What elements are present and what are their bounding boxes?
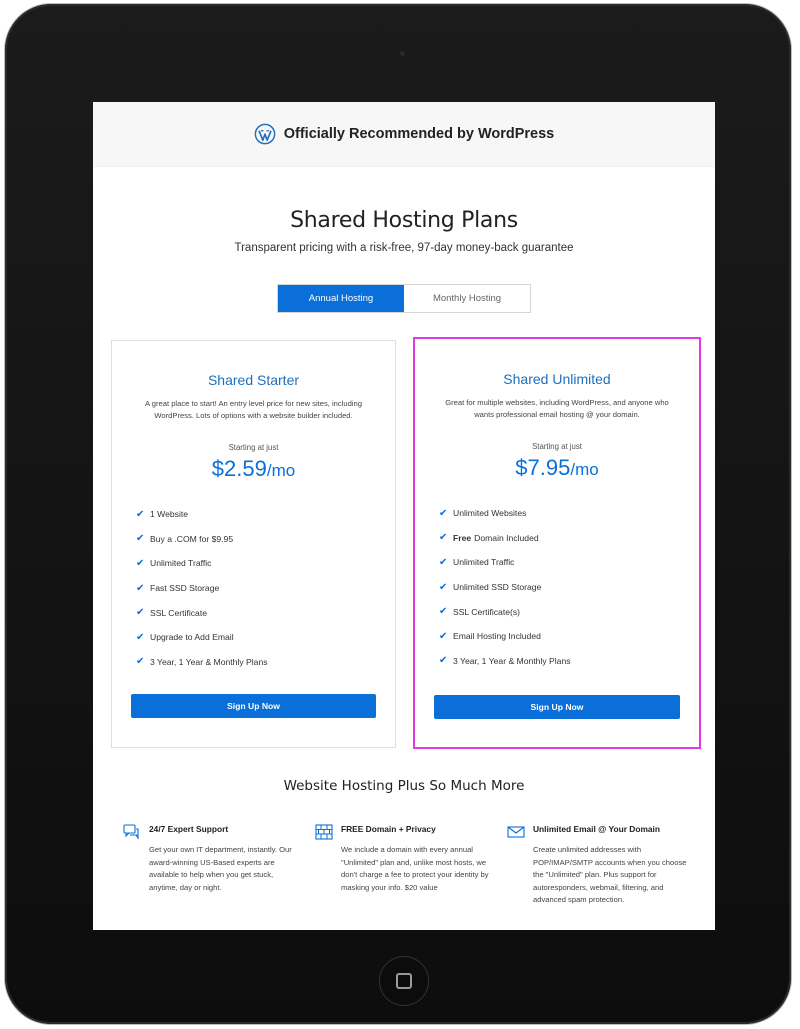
feature-item xyxy=(136,551,395,576)
check-icon: ✔ xyxy=(136,508,145,520)
annual-hosting-tab[interactable]: Annual Hosting xyxy=(278,285,404,312)
starting-at-label: Starting at just xyxy=(228,443,279,452)
plan-price xyxy=(415,455,699,481)
billing-toggle xyxy=(277,284,531,313)
feature-text: Buy a .COM for $9.95 xyxy=(150,533,234,544)
sign-up-button[interactable]: Sign Up Now xyxy=(131,694,376,718)
feature-item xyxy=(136,650,395,675)
check-icon: ✔ xyxy=(439,655,448,667)
extra-description: Create unlimited addresses with POP/IMAP/SMTP accounts when you choose the "Unlimited" plan. Plus support for autoresponders, webmail, filtering, and advanced spam protection. xyxy=(533,845,687,905)
feature-text: Domain Included xyxy=(474,532,539,543)
plan-title: Shared Unlimited xyxy=(503,371,611,387)
extra-email xyxy=(507,824,687,907)
feature-item xyxy=(136,600,395,625)
extra-title: 24/7 Expert Support xyxy=(149,824,229,834)
feature-item xyxy=(439,526,699,551)
home-button[interactable] xyxy=(379,956,429,1006)
chat-bubbles-icon xyxy=(123,824,141,840)
feature-list xyxy=(136,502,395,674)
tablet-frame xyxy=(5,4,791,1024)
check-icon: ✔ xyxy=(439,630,448,642)
brick-wall-icon xyxy=(315,824,333,840)
extra-description: We include a domain with every annual "Unlimited" plan and, unlike most hosts, we don't charge a fee to protect your identity by masking your info. $20 value xyxy=(341,845,489,892)
feature-item xyxy=(439,624,699,649)
envelope-icon xyxy=(507,824,525,840)
recommended-text: Officially Recommended by WordPress xyxy=(283,126,555,142)
feature-text: 3 Year, 1 Year & Monthly Plans xyxy=(453,655,571,666)
monthly-hosting-tab[interactable]: Monthly Hosting xyxy=(404,285,530,312)
feature-item xyxy=(136,502,395,527)
feature-list xyxy=(439,501,699,673)
feature-text: Fast SSD Storage xyxy=(150,583,220,594)
feature-text: 3 Year, 1 Year & Monthly Plans xyxy=(150,656,268,667)
feature-item xyxy=(439,575,699,600)
feature-text: 1 Website xyxy=(150,509,189,520)
screen xyxy=(93,102,715,930)
price-unit: /mo xyxy=(570,460,599,479)
check-icon: ✔ xyxy=(439,507,448,519)
check-icon: ✔ xyxy=(136,607,145,619)
plan-title: Shared Starter xyxy=(207,372,300,388)
feature-text: Upgrade to Add Email xyxy=(150,632,234,643)
price-unit: /mo xyxy=(266,461,296,480)
extra-description: Get your own IT department, instantly. Our award-winning US-Based experts are available to help when you get stuck, anytime, day or night. xyxy=(149,845,292,892)
check-icon: ✔ xyxy=(136,533,145,545)
feature-item xyxy=(136,576,395,601)
wordpress-logo-icon xyxy=(254,123,276,145)
check-icon: ✔ xyxy=(439,606,448,618)
check-icon: ✔ xyxy=(136,631,145,643)
sign-up-button[interactable]: Sign Up Now xyxy=(434,695,680,719)
feature-text: SSL Certificate xyxy=(150,607,207,618)
plan-description: A great place to start! An entry level price for new sites, including WordPress. Lots of options with a website builder included. xyxy=(145,399,362,420)
plan-price xyxy=(112,456,395,482)
check-icon: ✔ xyxy=(136,557,145,569)
feature-item xyxy=(136,625,395,650)
feature-text: Email Hosting Included xyxy=(453,631,541,642)
feature-text: SSL Certificate(s) xyxy=(453,606,521,617)
check-icon: ✔ xyxy=(439,556,448,568)
extras-row xyxy=(123,824,705,907)
plan-card-shared-starter xyxy=(111,340,396,748)
feature-item xyxy=(439,599,699,624)
feature-text: Unlimited Traffic xyxy=(453,557,515,568)
camera-dot xyxy=(399,50,406,57)
plan-card-shared-unlimited xyxy=(413,337,701,749)
top-banner xyxy=(93,102,715,167)
feature-item xyxy=(439,501,699,526)
home-square-icon xyxy=(396,973,412,989)
check-icon: ✔ xyxy=(439,532,448,544)
price-amount: $7.95 xyxy=(515,455,571,480)
feature-item xyxy=(439,550,699,575)
extra-title: FREE Domain + Privacy xyxy=(341,824,436,834)
feature-item xyxy=(439,649,699,674)
feature-text: Unlimited Traffic xyxy=(150,558,212,569)
extra-domain xyxy=(315,824,495,907)
feature-bold-prefix: Free xyxy=(453,532,472,543)
starting-at-label: Starting at just xyxy=(532,442,582,451)
check-icon: ✔ xyxy=(136,582,145,594)
page-title: Shared Hosting Plans xyxy=(290,208,518,233)
feature-text: Unlimited SSD Storage xyxy=(453,582,542,593)
extra-title: Unlimited Email @ Your Domain xyxy=(533,824,660,834)
feature-text: Unlimited Websites xyxy=(453,508,527,519)
check-icon: ✔ xyxy=(136,656,145,668)
price-amount: $2.59 xyxy=(211,456,267,481)
check-icon: ✔ xyxy=(439,581,448,593)
feature-item xyxy=(136,527,395,552)
more-section-title: Website Hosting Plus So Much More xyxy=(283,778,525,794)
plan-description: Great for multiple websites, including WordPress, and anyone who wants professional email hosting @ your domain. xyxy=(445,398,669,419)
page-subtitle: Transparent pricing with a risk-free, 97-day money-back guarantee xyxy=(234,242,574,254)
extra-support xyxy=(123,824,303,907)
